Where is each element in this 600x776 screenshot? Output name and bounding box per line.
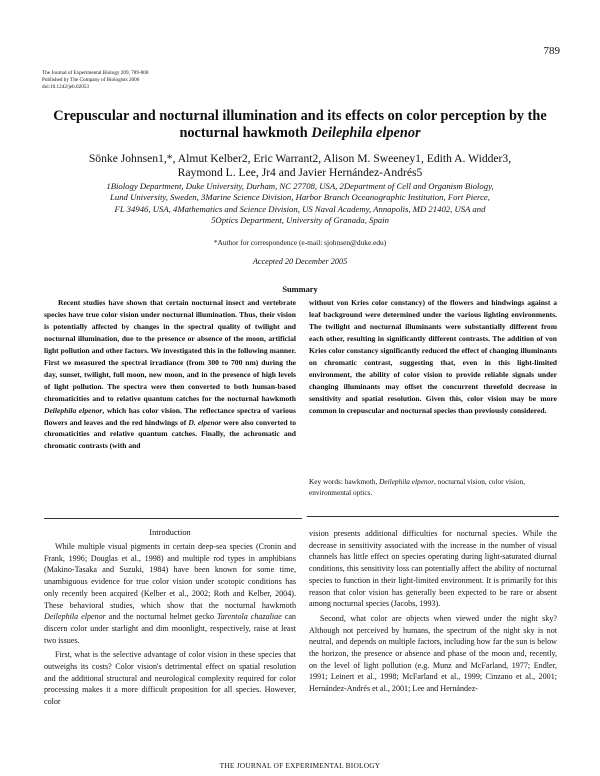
keywords-species: Deilephila elpenor <box>379 477 435 486</box>
intro-paragraph-4: Second, what color are objects when viewed under the night sky? Although not perceived by humans, the spectrum of the night sky is not neutral, and depends on multiple factors, including how far the sun is below the horizon, the presence or absence and phase of the moon and, recently, on the level of light pollution (e.g. Munz and McFarland, 1977; Endler, 1991; Leinert et al., 1998; McFarland et al., 1999; Cinzano et al., 2001; Hernández-Andrés et al., 2001; Lee and Hernández- <box>309 613 557 694</box>
keywords-suffix: , nocturnal vision, color vision, environmental optics. <box>309 477 526 497</box>
author-list <box>40 152 560 180</box>
intro-species-hawkmoth: Deilephila elpenor <box>44 612 106 622</box>
intro-p1-text-a: While multiple visual pigments in certain deep-sea species (Cronin and Frank, 1996; Douglas et al., 1998) and multiple rod types in amphibians (Makino-Tasaka and Suzuki, 1984) have been known for some time, unambiguous evidence for true color vision under scotopic conditions has only recently been acquired (Kelber et al., 2002; Roth and Kelber, 2004). These behavioral studies, which show that the nocturnal hawkmoth <box>44 542 296 610</box>
title-main: Crepuscular and nocturnal illumination and its effects on color perception by the nocturnal hawkmoth <box>53 108 547 141</box>
authors-line-1: Sönke Johnsen1,*, Almut Kelber2, Eric Warrant2, Alison M. Sweeney1, Edith A. Widder3, <box>88 152 512 165</box>
summary-right-column: without von Kries color constancy) of the flowers and hindwings against a leaf background were determined under the various lighting environments. The twilight and nocturnal illuminants were substantially different from each other, resulting in significantly different contrasts. The addition of von Kries color constancy significantly reduced the effect of changing illuminants on chromatic contrast, suggesting that, even in this light-limited environment, the ability of color vision to provide reliable signals under changing illuminants may offset the concurrent threefold decrease in sensitivity and spatial resolution. Given this, color vision may be more common in crepuscular and nocturnal species than previously considered. <box>309 298 557 415</box>
accepted-date: Accepted 20 December 2005 <box>252 257 348 266</box>
intro-paragraph-3: vision presents additional difficulties for nocturnal species. While the decrease in sensitivity associated with the increase in the number of visual channels has little effect on species operating during light-saturated diurnal conditions, this sensitivity loss can potentially affect the ability of nocturnal species to function in their light-limited environment. It is primarily for this reason that color vision has generally been expected to be rare or absent among nocturnal species (Jacobs, 1993). <box>309 529 557 609</box>
paper-title <box>30 108 570 142</box>
keywords-prefix: Key words: hawkmoth, <box>309 477 380 486</box>
journal-footer: THE JOURNAL OF EXPERIMENTAL BIOLOGY <box>219 761 381 770</box>
correspondence-note: *Author for correspondence (e-mail: sjohnsen@duke.edu) <box>213 238 387 247</box>
section-divider-left <box>44 518 302 519</box>
introduction-right-column <box>309 528 557 695</box>
publisher-line: Published by The Company of Biologists 2006 <box>42 77 140 83</box>
authors-line-2: Raymond L. Lee, Jr4 and Javier Hernández-Andrés5 <box>177 166 423 179</box>
summary-text-c: were also converted to chromaticities and relative quantum catches. Finally, the achromatic and chromatic contrasts (with and <box>44 417 296 451</box>
section-divider-right <box>307 516 559 517</box>
intro-paragraph-1 <box>44 541 296 646</box>
intro-p1-text-c: can discern color under starlight and dim moonlight, respectively, raise at least two issues. <box>44 612 296 645</box>
page-number: 789 <box>543 45 560 57</box>
summary-text-b: , which has color vision. The reflectance spectra of various flowers and leaves and the red hindwings of <box>44 405 296 427</box>
intro-paragraph-2: First, what is the selective advantage of color vision in these species that outweighs its costs? Color vision's detrimental effect on spatial resolution and the additional structural and neurological complexity required for color processing makes it a more difficult proposition for all species. However, color <box>44 650 296 707</box>
intro-p1-text-b: and the nocturnal helmet gecko <box>105 612 217 622</box>
introduction-left-column <box>44 541 296 708</box>
summary-text-a: Recent studies have shown that certain nocturnal insect and vertebrate species have true color vision under nocturnal illumination. Thus, their vision is potentially affected by changes in the spectral quality of twilight and nocturnal illumination, due to the presence or absence of the moon, artificial light pollution and other factors. We investigated this in the following manner. First we measured the spectral irradiance (from 300 to 700 nm) during the day, sunset, twilight, full moon, new moon, and in the presence of high levels of light pollution. The spectra were then converted to both human-based chromaticities and to relative quantum catches for the nocturnal hawkmoth <box>44 298 296 403</box>
affiliation-line-2: Lund University, Sweden, 3Marine Science Division, Harbor Branch Oceanographic Institution, Fort Pierce, <box>110 192 490 203</box>
affiliation-line-1: 1Biology Department, Duke University, Durham, NC 27708, USA, 2Department of Cell and Organism Biology, <box>106 181 494 191</box>
journal-citation: The Journal of Experimental Biology 209, 789-800 <box>42 70 149 76</box>
keywords <box>309 476 557 498</box>
summary-heading: Summary <box>282 285 318 294</box>
affiliation-line-4: 5Optics Department, University of Granada, Spain <box>211 215 389 226</box>
introduction-heading: Introduction <box>149 528 191 537</box>
affiliations <box>40 181 560 227</box>
intro-species-gecko: Tarentola chazaliae <box>216 612 282 622</box>
doi-line: doi:10.1242/jeb.02053 <box>42 84 89 90</box>
summary-species: Deilephila elpenor <box>44 405 103 415</box>
summary-left-column <box>44 297 296 452</box>
affiliation-line-3: FL 34946, USA, 4Mathematics and Science Division, US Naval Academy, Annapolis, MD 21402, USA and <box>114 203 486 214</box>
journal-meta <box>42 70 148 91</box>
title-species: Deilephila elpenor <box>311 125 421 141</box>
summary-species-short: D. elpenor <box>188 417 222 427</box>
